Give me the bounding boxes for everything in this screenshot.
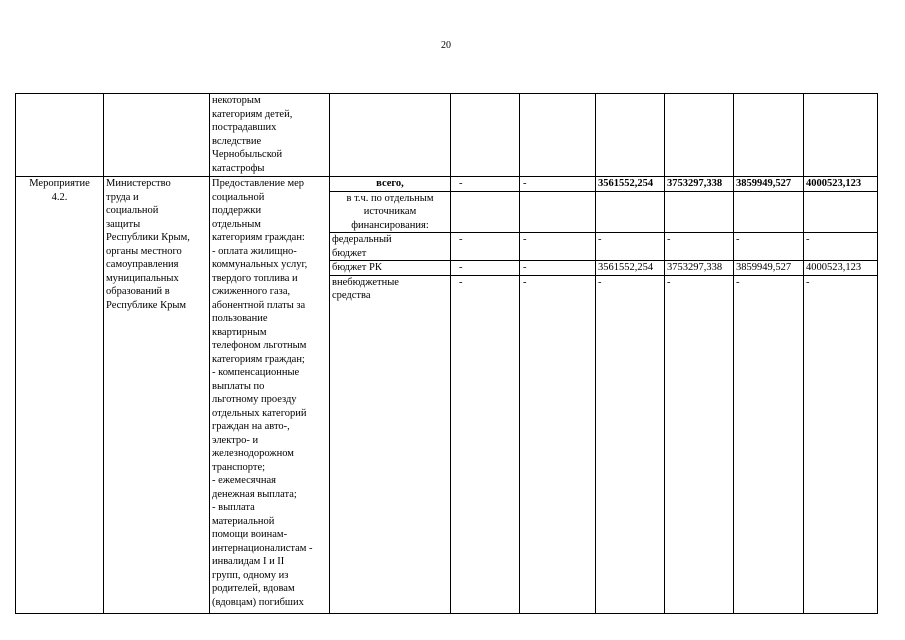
funding-col2 bbox=[520, 191, 596, 233]
funding-source-line: внебюджетные bbox=[332, 276, 399, 288]
description-text-line: интернационалистам - bbox=[212, 542, 313, 554]
executor-cell-empty bbox=[104, 94, 210, 177]
activity-text-line: некоторым bbox=[212, 95, 261, 106]
executor-text-line: Республике Крым bbox=[106, 299, 187, 311]
activity-text-line: вследствие bbox=[212, 135, 262, 147]
executor-text-line: органы местного bbox=[106, 245, 182, 257]
financing-table bbox=[15, 93, 878, 614]
funding-source-line: бюджет bbox=[332, 247, 367, 259]
funding-source-line: средства bbox=[332, 290, 371, 301]
description-text-line: - оплата жилищно- bbox=[212, 245, 297, 257]
source-cell-empty bbox=[330, 94, 451, 177]
funding-col1: - bbox=[451, 275, 520, 613]
funding-value-4: - bbox=[804, 275, 878, 613]
activity-text-line: пострадавших bbox=[212, 122, 277, 133]
description-text-line: родителей, вдовам bbox=[212, 583, 295, 594]
executor-text-line: социальной bbox=[106, 205, 159, 216]
page-number: 20 bbox=[441, 40, 451, 51]
funding-value-4: 4000523,123 bbox=[804, 261, 878, 276]
label-cell-empty bbox=[16, 94, 104, 177]
description-text-line: социальной bbox=[212, 191, 265, 203]
executor-text-line: Министерство bbox=[106, 178, 171, 189]
event-label bbox=[18, 177, 101, 204]
description-text-line: Предоставление мер bbox=[212, 178, 305, 189]
funding-value-1: 3561552,254 bbox=[596, 261, 665, 276]
description-text-line: категориям граждан; bbox=[212, 353, 305, 365]
description-cell bbox=[210, 177, 330, 614]
funding-value-4 bbox=[804, 191, 878, 233]
funding-value-3: 3859949,527 bbox=[734, 177, 804, 192]
description-text-line: групп, одному из bbox=[212, 569, 289, 581]
executor-text-line: Республики Крым, bbox=[106, 232, 190, 243]
funding-col1: - bbox=[451, 177, 520, 192]
empty-cell bbox=[665, 94, 734, 177]
description-text-line: отдельным bbox=[212, 218, 261, 230]
executor-text-line: труда и bbox=[106, 191, 139, 203]
funding-value-3 bbox=[734, 191, 804, 233]
empty-cell bbox=[451, 94, 520, 177]
description-text-line: твердого топлива и bbox=[212, 272, 298, 284]
description-text-line: телефоном льготным bbox=[212, 340, 307, 351]
activity-text-line: категориям детей, bbox=[212, 108, 293, 120]
funding-col2: - bbox=[520, 177, 596, 192]
description-text-line: коммунальных услуг, bbox=[212, 259, 308, 270]
funding-value-1: - bbox=[596, 233, 665, 261]
empty-cell bbox=[520, 94, 596, 177]
empty-cell bbox=[596, 94, 665, 177]
description-text-line: помощи воинам- bbox=[212, 529, 288, 540]
description-text-line: сжиженного газа, bbox=[212, 286, 291, 297]
executor-text-line: самоуправления bbox=[106, 259, 179, 270]
event-label-line: Мероприятие bbox=[29, 178, 90, 189]
funding-value-1 bbox=[596, 191, 665, 233]
funding-col1: - bbox=[451, 233, 520, 261]
event-label-line: 4.2. bbox=[51, 191, 68, 203]
funding-source-federal bbox=[330, 233, 451, 261]
funding-value-2 bbox=[665, 191, 734, 233]
description-text-line: материальной bbox=[212, 515, 275, 527]
executor-text bbox=[106, 177, 207, 312]
description-text-line: граждан на авто-, bbox=[212, 421, 290, 432]
description-text-line: транспорте; bbox=[212, 461, 266, 473]
funding-col2: - bbox=[520, 275, 596, 613]
executor-text-line: муниципальных bbox=[106, 272, 179, 284]
funding-source-breakdown bbox=[330, 191, 451, 233]
description-text-line: квартирным bbox=[212, 326, 267, 338]
executor-text-line: защиты bbox=[106, 218, 141, 230]
funding-source-extrabudget bbox=[330, 275, 451, 613]
activity-text-line: Чернобыльской bbox=[212, 149, 283, 160]
funding-col1: - bbox=[451, 261, 520, 276]
executor-cell bbox=[104, 177, 210, 614]
activity-continuation-text bbox=[212, 94, 327, 175]
description-text bbox=[212, 177, 327, 609]
funding-col1 bbox=[451, 191, 520, 233]
activity-continuation-cell bbox=[210, 94, 330, 177]
funding-source-total bbox=[330, 177, 451, 192]
funding-source-line: финансирования: bbox=[351, 219, 429, 231]
description-text-line: поддержки bbox=[212, 205, 262, 216]
empty-cell bbox=[734, 94, 804, 177]
executor-text-line: образований в bbox=[106, 286, 170, 297]
description-text-line: отдельных категорий bbox=[212, 407, 307, 419]
funding-value-1: 3561552,254 bbox=[596, 177, 665, 192]
funding-source-line: бюджет РК bbox=[332, 262, 382, 273]
event-label-cell bbox=[16, 177, 104, 614]
funding-value-3: - bbox=[734, 275, 804, 613]
description-text-line: - компенсационные bbox=[212, 367, 300, 378]
description-text-line: пользование bbox=[212, 313, 268, 324]
description-text-line: электро- и bbox=[212, 434, 259, 446]
funding-source-regional bbox=[330, 261, 451, 276]
activity-text-line: катастрофы bbox=[212, 162, 265, 174]
description-text-line: железнодорожном bbox=[212, 448, 294, 459]
description-text-line: денежная выплата; bbox=[212, 488, 297, 500]
funding-source-line: федеральный bbox=[332, 234, 392, 245]
continuation-row bbox=[16, 94, 878, 177]
description-text-line: (вдовцам) погибших bbox=[212, 596, 304, 608]
funding-value-1: - bbox=[596, 275, 665, 613]
funding-value-2: 3753297,338 bbox=[665, 261, 734, 276]
funding-source-line: источникам bbox=[363, 206, 417, 217]
funding-value-4: - bbox=[804, 233, 878, 261]
description-text-line: - ежемесячная bbox=[212, 475, 277, 486]
funding-col2: - bbox=[520, 233, 596, 261]
funding-source-line: в т.ч. по отдельным bbox=[346, 192, 434, 204]
funding-source-line: всего, bbox=[376, 178, 404, 189]
description-text-line: - выплата bbox=[212, 502, 255, 513]
funding-col2: - bbox=[520, 261, 596, 276]
description-text-line: выплаты по bbox=[212, 380, 265, 392]
funding-value-4: 4000523,123 bbox=[804, 177, 878, 192]
funding-value-2: - bbox=[665, 275, 734, 613]
event-row bbox=[16, 177, 878, 192]
funding-value-3: - bbox=[734, 233, 804, 261]
funding-value-2: - bbox=[665, 233, 734, 261]
funding-value-2: 3753297,338 bbox=[665, 177, 734, 192]
description-text-line: абонентной платы за bbox=[212, 299, 306, 311]
description-text-line: инвалидам I и II bbox=[212, 556, 285, 567]
description-text-line: категориям граждан: bbox=[212, 232, 305, 243]
funding-value-3: 3859949,527 bbox=[734, 261, 804, 276]
empty-cell bbox=[804, 94, 878, 177]
description-text-line: льготному проезду bbox=[212, 394, 297, 405]
